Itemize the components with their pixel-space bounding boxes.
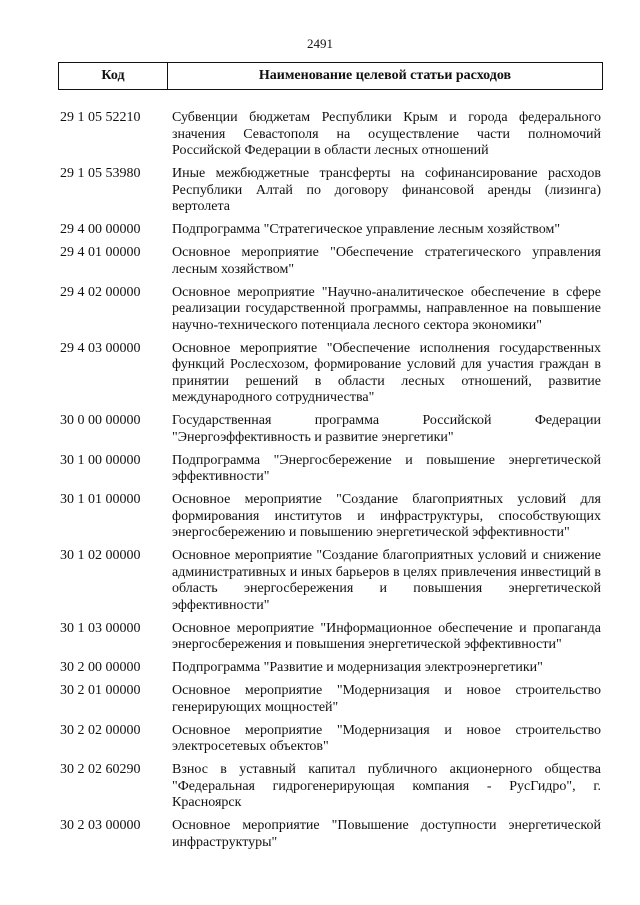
- row-name: Подпрограмма "Развитие и модернизация электроэнергетики": [172, 660, 543, 675]
- row-code: 30 0 00 00000: [60, 413, 141, 428]
- row-name: Основное мероприятие "Создание благоприятных условий для формирования институтов и инфраструктуры, способствующих энергосбережению и повышению энергетической эффективности": [172, 492, 601, 540]
- row-code: 30 2 02 00000: [60, 722, 141, 738]
- row-name: Основное мероприятие "Информационное обеспечение и пропаганда энергосбережения и повышения энергетической эффективности": [172, 620, 601, 652]
- table-row: [58, 683, 603, 716]
- table-row: [58, 818, 603, 851]
- row-code: 29 1 05 53980: [60, 166, 141, 181]
- row-code: 29 4 02 00000: [60, 284, 141, 300]
- table-row: [58, 453, 603, 486]
- row-name: Основное мероприятие "Модернизация и новое строительство электросетевых объектов": [172, 722, 601, 754]
- row-name: Основное мероприятие "Создание благоприятных условий и снижение административных и иных барьеров в целях привлечения инвестиций в область энергосбережения и повышения энергетической эффективности": [172, 548, 601, 613]
- row-code: 30 1 03 00000: [60, 620, 141, 636]
- table-body: [58, 110, 603, 851]
- table-row: [58, 660, 603, 677]
- page-number: 2491: [307, 36, 333, 51]
- budget-table: [58, 62, 603, 858]
- row-code: 30 2 01 00000: [60, 683, 141, 698]
- table-header: [58, 62, 603, 90]
- table-row: [58, 166, 603, 216]
- row-code: 29 4 00 00000: [60, 222, 141, 237]
- table-row: [58, 548, 603, 614]
- table-row: [58, 245, 603, 278]
- header-code: Код: [59, 63, 168, 89]
- table-row: [58, 723, 603, 756]
- row-name: Основное мероприятие "Обеспечение стратегического управления лесным хозяйством": [172, 245, 601, 277]
- row-code: 30 2 03 00000: [60, 818, 141, 833]
- table-row: [58, 621, 603, 654]
- row-name: Субвенции бюджетам Республики Крым и города федерального значения Севастополя на осуществление части полномочий Российской Федерации в области лесных отношений: [172, 110, 601, 158]
- row-name: Основное мероприятие "Научно-аналитическое обеспечение в сфере реализации государственной программы, направленное на повышение научно-технического потенциала лесного сектора экономики": [172, 284, 601, 333]
- row-name: Основное мероприятие "Повышение доступности энергетической инфраструктуры": [172, 818, 601, 850]
- row-code: 30 2 00 00000: [60, 660, 141, 675]
- row-code: 30 1 02 00000: [60, 548, 141, 563]
- row-name: Взнос в уставный капитал публичного акционерного общества "Федеральная гидрогенерирующая компания - РусГидро", г. Красноярск: [172, 762, 601, 810]
- row-code: 29 4 03 00000: [60, 340, 141, 356]
- row-name: Основное мероприятие "Обеспечение исполнения государственных функций Рослесхозом, формирование условий для участия граждан в принятии решений в области лесных отношений, развитие международного сотрудничества": [172, 340, 601, 405]
- table-row: [58, 110, 603, 160]
- row-code: 29 4 01 00000: [60, 245, 141, 260]
- table-row: [58, 413, 603, 446]
- row-code: 30 1 00 00000: [60, 452, 141, 468]
- row-code: 30 2 02 60290: [60, 762, 141, 777]
- table-row: [58, 762, 603, 812]
- row-name: Основное мероприятие "Модернизация и новое строительство генерирующих мощностей": [172, 683, 601, 715]
- row-name: Иные межбюджетные трансферты на софинансирование расходов Республики Алтай по договору финансовой аренды (лизинга) вертолета: [172, 166, 601, 214]
- table-row: [58, 222, 603, 239]
- row-name: Государственная программа Российской Федерации "Энергоэффективность и развитие энергетики": [172, 413, 601, 445]
- row-code: 30 1 01 00000: [60, 492, 141, 507]
- table-row: [58, 341, 603, 407]
- header-name: Наименование целевой статьи расходов: [258, 68, 512, 83]
- table-row: [58, 285, 603, 335]
- row-code: 29 1 05 52210: [60, 110, 141, 125]
- row-name: Подпрограмма "Энергосбережение и повышение энергетической эффективности": [172, 452, 601, 484]
- table-row: [58, 492, 603, 542]
- row-name: Подпрограмма "Стратегическое управление лесным хозяйством": [172, 222, 561, 237]
